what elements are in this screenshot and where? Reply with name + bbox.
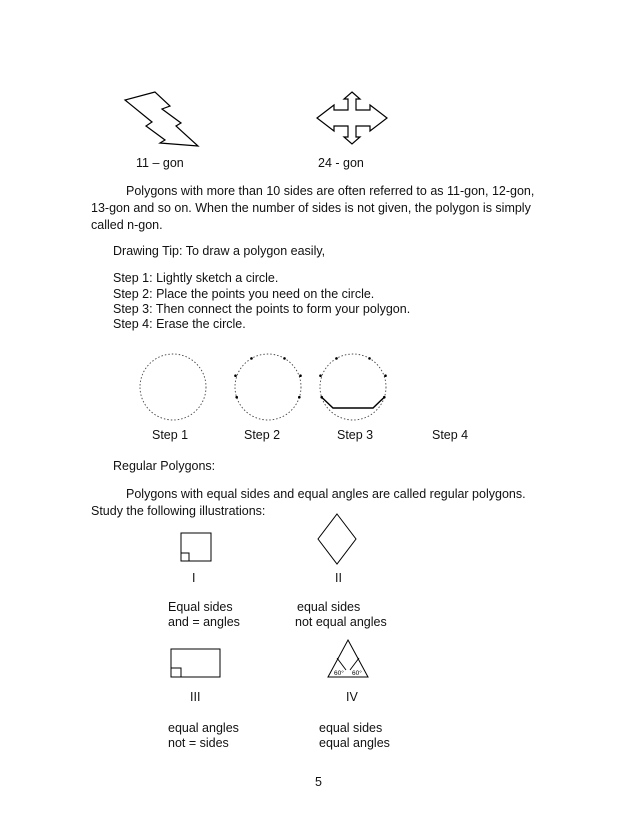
step-caption-4: Step 4 [432,428,469,442]
rectangle-figure [170,647,230,687]
step-line-2: Step 2: Place the points you need on the circle. [113,287,375,301]
step-caption-2: Step 2 [244,428,281,442]
triangle-angle-left-label: 60° [334,670,344,677]
ngon-paragraph [91,183,551,234]
step-line-4: Step 4: Erase the circle. [113,317,246,331]
cross-label: 24 - gon [318,156,364,170]
triangle-angle-right-label: 60° [352,670,362,677]
square-figure [180,532,220,572]
rhombus-figure [316,512,366,572]
step-caption-1: Step 1 [152,428,189,442]
step-line-3: Step 3: Then connect the points to form your polygon. [113,302,411,316]
illustration-numeral-ii: II [335,571,342,585]
page-number: 5 [315,775,322,789]
illustration-numeral-iii: III [190,690,201,704]
regular-paragraph-text: Polygons with equal sides and equal angles are called regular polygons. Study the following illustrations: [91,487,526,518]
drawing-tip: Drawing Tip: To draw a polygon easily, [113,244,326,258]
illustration-iv-line1: equal sides [319,721,383,735]
illustration-iii-line2: not = sides [168,736,229,750]
illustration-i-line1: Equal sides [168,600,233,614]
ngon-paragraph-text: Polygons with more than 10 sides are often referred to as 11-gon, 12-gon, 13-gon and so on. When the number of sides is not given, the polygon is simply called n-gon. [91,184,535,232]
illustration-numeral-i: I [192,571,196,585]
illustration-ii-line1: equal sides [297,600,361,614]
lightning-bolt-icon [120,88,220,158]
step1-circle-figure [133,347,213,427]
regular-polygons-heading: Regular Polygons: [113,459,216,473]
step3-polygon-figure [313,347,393,427]
illustration-numeral-iv: IV [346,690,358,704]
step-caption-3: Step 3 [337,428,374,442]
lightning-label: 11 – gon [136,156,184,170]
illustration-iv-line2: equal angles [319,736,390,750]
step-line-1: Step 1: Lightly sketch a circle. [113,271,279,285]
four-arrow-cross-icon [312,90,392,150]
illustration-i-line2: and = angles [168,615,240,629]
illustration-ii-line2: not equal angles [295,615,387,629]
illustration-iii-line1: equal angles [168,721,239,735]
step2-circle-points-figure [228,347,308,427]
equilateral-triangle-figure [327,637,377,683]
